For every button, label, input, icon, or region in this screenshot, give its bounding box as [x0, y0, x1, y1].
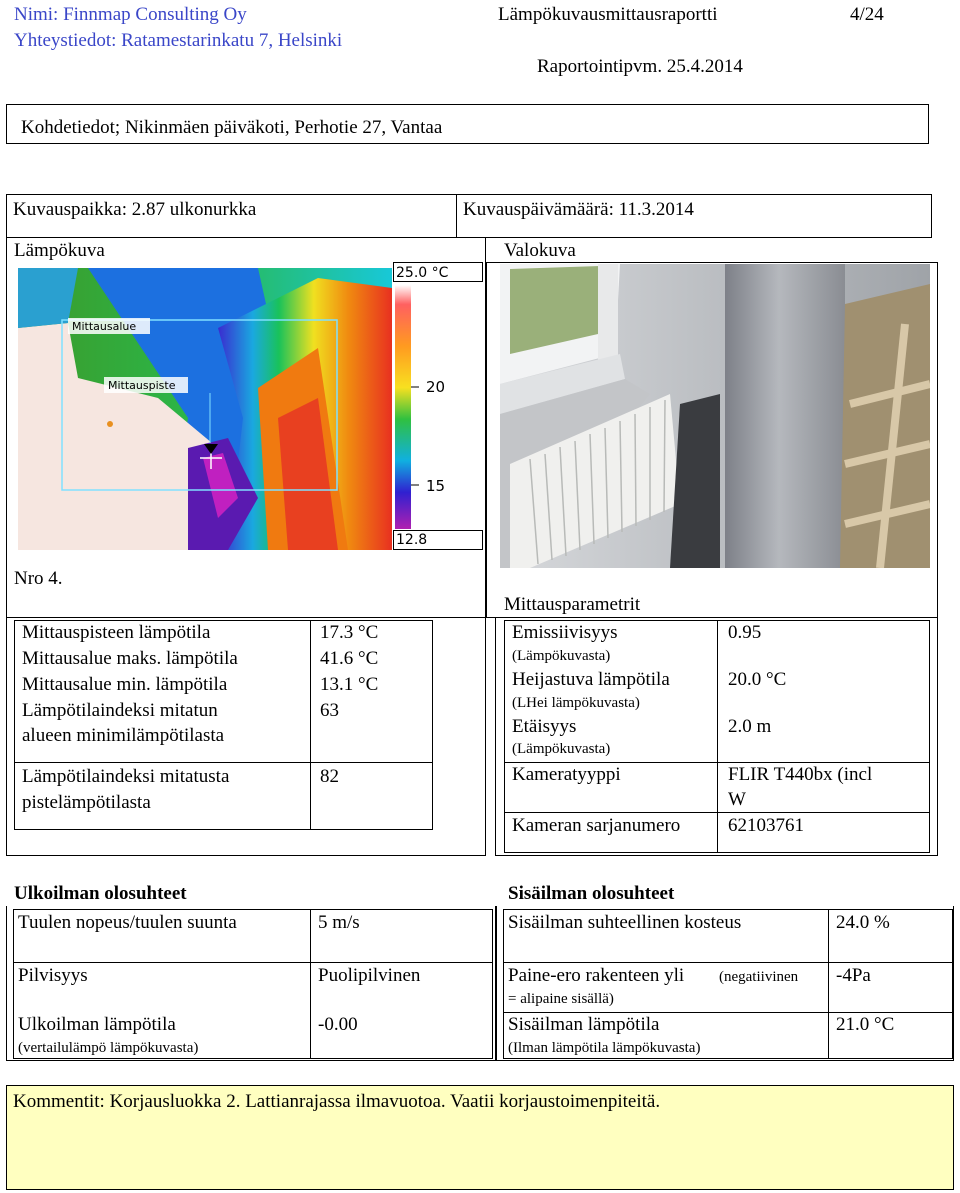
param-camera-value-2: W [728, 789, 746, 810]
result-value-point: 17.3 °C [320, 622, 379, 643]
outdoor-cloud-value: Puolipilvinen [318, 965, 421, 986]
indoor-temp-value: 21.0 °C [836, 1014, 895, 1035]
scale-min-label: 12.8 [396, 532, 428, 548]
visual-photo [500, 264, 930, 568]
indoor-humidity-label: Sisäilman suhteellinen kosteus [508, 912, 742, 933]
result-label-area-min: Mittausalue min. lämpötila [22, 674, 228, 695]
indoor-heading: Sisäilman olosuhteet [508, 883, 675, 904]
indoor-pressure-label: Paine-ero rakenteen yli [508, 965, 685, 986]
result-label-index-area-1: Lämpötilaindeksi mitatun [22, 700, 218, 721]
photo-info-box [6, 194, 932, 238]
indoor-pressure-note-1: (negatiivinen [719, 969, 799, 985]
scale-20-label: 20 [426, 378, 446, 396]
outdoor-temp-value: -0.00 [318, 1014, 358, 1035]
scale-max-label: 25.0 °C [396, 265, 449, 281]
result-value-index-point: 82 [320, 766, 339, 787]
param-serial-label: Kameran sarjanumero [512, 815, 681, 836]
result-label-area-max: Mittausalue maks. lämpötila [22, 648, 238, 669]
page-number: 4/24 [850, 4, 884, 25]
param-distance-label: Etäisyys [512, 716, 577, 737]
comment-text: Kommentit: Korjausluokka 2. Lattianrajassa ilmavuotoa. Vaatii korjaustoimenpiteitä. [13, 1091, 661, 1112]
outdoor-heading: Ulkoilman olosuhteet [14, 883, 187, 904]
param-distance-value: 2.0 m [728, 716, 772, 737]
color-scale-bar [395, 285, 430, 529]
photo-date: Kuvauspäivämäärä: 11.3.2014 [463, 199, 694, 220]
comment-box [6, 1085, 954, 1190]
param-serial-value: 62103761 [728, 815, 804, 836]
result-label-index-area-2: alueen minimilämpötilasta [22, 725, 225, 746]
param-reflected-label: Heijastuva lämpötila [512, 669, 670, 690]
report-date: Raportointipvm. 25.4.2014 [537, 56, 743, 77]
photo-location: Kuvauspaikka: 2.87 ulkonurkka [13, 199, 257, 220]
result-value-area-min: 13.1 °C [320, 674, 379, 695]
result-value-area-max: 41.6 °C [320, 648, 379, 669]
params-heading: Mittausparametrit [504, 594, 641, 615]
measure-area-label: Mittausalue [72, 320, 137, 333]
result-label-index-point-1: Lämpötilaindeksi mitatusta [22, 766, 230, 787]
result-label-index-point-2: pistelämpötilasta [22, 792, 151, 813]
result-value-index-area: 63 [320, 700, 339, 721]
company-name: Nimi: Finnmap Consulting Oy [14, 4, 247, 25]
result-label-point: Mittauspisteen lämpötila [22, 622, 211, 643]
image-number: Nro 4. [14, 568, 63, 589]
indoor-temp-sub: (Ilman lämpötila lämpökuvasta) [508, 1040, 701, 1056]
outdoor-wind-value: 5 m/s [318, 912, 360, 933]
param-emissivity-sub: (Lämpökuvasta) [512, 648, 611, 664]
outdoor-wind-label: Tuulen nopeus/tuulen suunta [18, 912, 237, 933]
param-emissivity-label: Emissiivisyys [512, 622, 618, 643]
thermal-image [18, 268, 392, 550]
thermal-heading: Lämpökuva [14, 240, 105, 261]
param-camera-label: Kameratyyppi [512, 764, 621, 785]
report-title: Lämpökuvausmittausraportti [498, 4, 718, 25]
photo-heading: Valokuva [504, 240, 576, 261]
outdoor-temp-sub: (vertailulämpö lämpökuvasta) [18, 1040, 199, 1056]
indoor-humidity-value: 24.0 % [836, 912, 890, 933]
target-text: Kohdetiedot; Nikinmäen päiväkoti, Perhotie 27, Vantaa [21, 117, 443, 138]
indoor-pressure-value: -4Pa [836, 965, 871, 986]
company-contact: Yhteystiedot: Ratamestarinkatu 7, Helsinki [14, 30, 343, 51]
scale-15-label: 15 [426, 477, 446, 495]
indoor-temp-label: Sisäilman lämpötila [508, 1014, 660, 1035]
target-box [6, 104, 929, 144]
param-reflected-value: 20.0 °C [728, 669, 787, 690]
outdoor-cloud-label: Pilvisyys [18, 965, 88, 986]
param-emissivity-value: 0.95 [728, 622, 762, 643]
param-reflected-sub: (LHei lämpökuvasta) [512, 695, 640, 711]
outdoor-temp-label: Ulkoilman lämpötila [18, 1014, 176, 1035]
param-distance-sub: (Lämpökuvasta) [512, 741, 611, 757]
indoor-pressure-note-2: = alipaine sisällä) [508, 991, 614, 1007]
param-camera-value-1: FLIR T440bx (incl [728, 764, 873, 785]
measure-point-label: Mittauspiste [108, 379, 176, 392]
